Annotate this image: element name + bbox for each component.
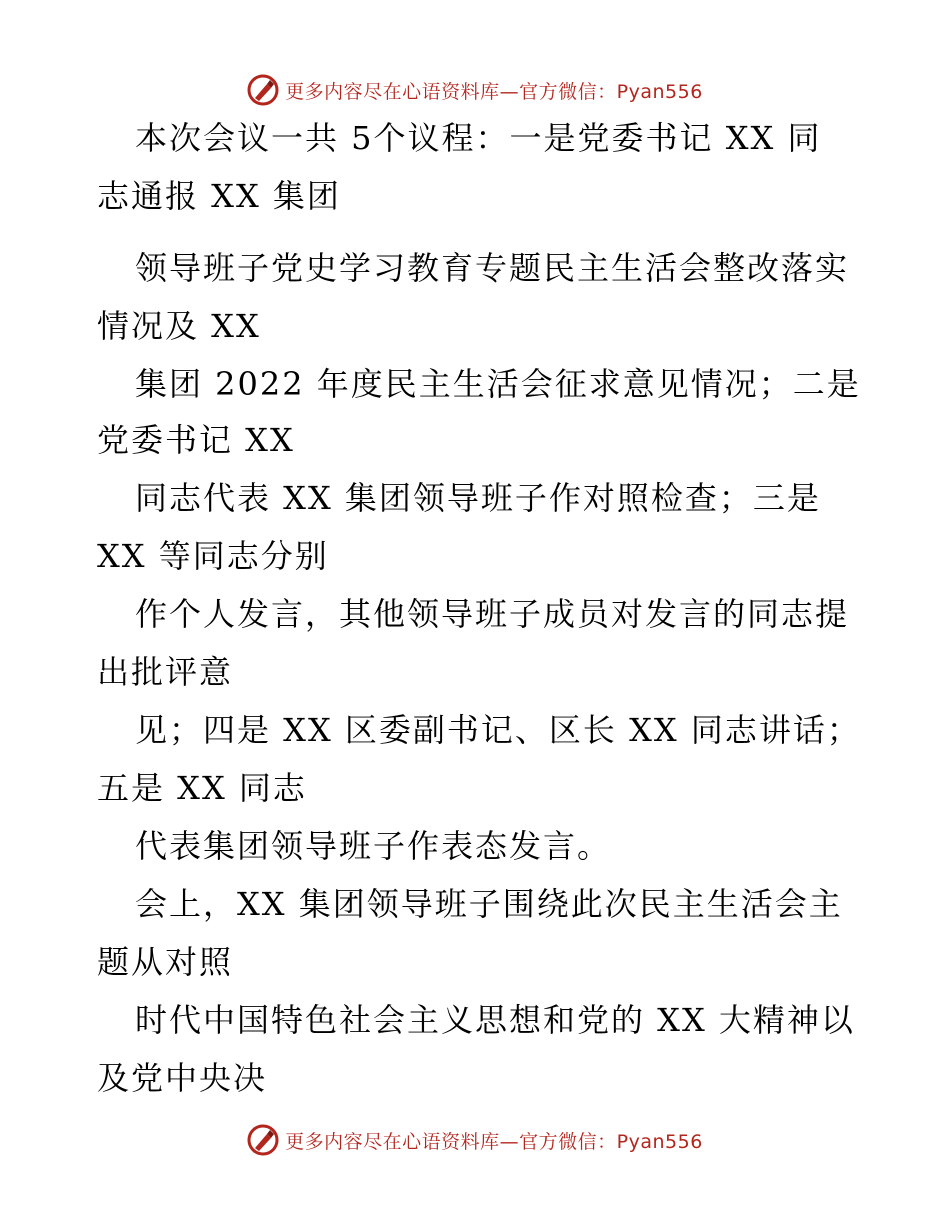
body-line-16: 时代中国特色社会主义思想和党的 XX 大精神以: [135, 1001, 855, 1039]
body-line-15: 题从对照: [97, 943, 234, 981]
body-line-11: 见；四是 XX 区委副书记、区长 XX 同志讲话；: [135, 711, 861, 749]
body-line-12: 五是 XX 同志: [97, 769, 307, 807]
body-line-8: XX 等同志分别: [97, 537, 329, 575]
body-line-4: 情况及 XX: [97, 307, 261, 345]
body-line-17: 及党中央决: [97, 1059, 268, 1097]
body-line-10: 出批评意: [97, 653, 234, 691]
footer-banner-inner: [247, 1124, 703, 1156]
header-banner: [0, 70, 950, 110]
body-line-7: 同志代表 XX 集团领导班子作对照检查；三是: [135, 479, 821, 517]
footer-banner-text: 更多内容尽在心语资料库—官方微信：Pyan556: [285, 1130, 703, 1153]
body-line-6: 党委书记 XX: [97, 421, 295, 459]
footer-banner: [0, 1120, 950, 1160]
body-line-3: 领导班子党史学习教育专题民主生活会整改落实: [135, 249, 850, 287]
pen-seal-icon: [247, 1124, 279, 1156]
body-line-14: 会上，XX 集团领导班子围绕此次民主生活会主: [135, 885, 843, 923]
body-line-5: 集团 2022 年度民主生活会征求意见情况；二是: [135, 365, 861, 403]
body-line-1: 本次会议一共 5个议程：一是党委书记 XX 同: [135, 119, 822, 157]
body-line-9: 作个人发言，其他领导班子成员对发言的同志提: [135, 595, 850, 633]
header-banner-inner: [247, 74, 703, 106]
header-banner-text: 更多内容尽在心语资料库—官方微信：Pyan556: [285, 80, 703, 103]
body-line-13: 代表集团领导班子作表态发言。: [135, 827, 612, 865]
body-line-2: 志通报 XX 集团: [97, 177, 341, 215]
pen-seal-icon: [247, 74, 279, 106]
